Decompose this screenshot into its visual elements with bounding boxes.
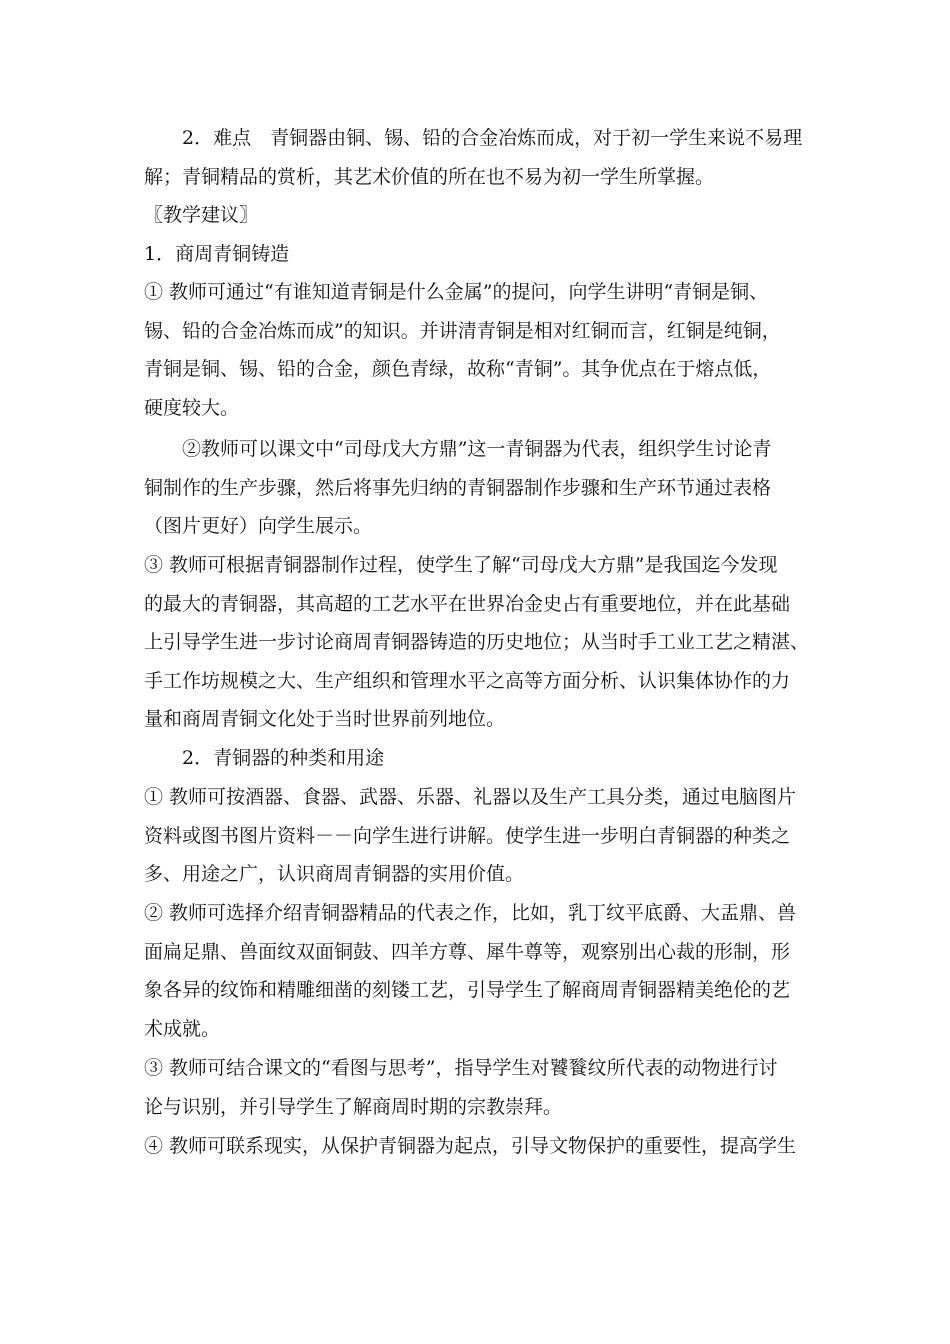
text-line: 手工作坊规模之大、生产组织和管理水平之高等方面分析、认识集体协作的力 (144, 669, 791, 692)
text-line: ③ 教师可结合课文的“看图与思考”，指导学生对饕餮纹所代表的动物进行讨 (144, 1057, 778, 1079)
paragraph-difficulty (144, 119, 862, 196)
paragraph-bronze-definition (144, 273, 824, 427)
text-line: 2．难点 青铜器由铜、锡、铅的合金冶炼而成，对于初一学生来说不易理 (182, 127, 803, 149)
heading-text: 1．商周青铜铸造 (144, 242, 290, 265)
text-line: 量和商周青铜文化处于当时世界前列地位。 (144, 708, 506, 730)
text-line: 资料或图书图片资料－－向学生进行讲解。使学生进一步明白青铜器的种类之 (144, 824, 791, 847)
text-line: 上引导学生进一步讨论商周青铜器铸造的历史地位；从当时手工业工艺之精湛、 (144, 631, 810, 653)
text-line: ② 教师可选择介绍青铜器精品的代表之作，比如，乳丁纹平底爵、大盂鼎、兽 (144, 902, 797, 924)
paragraph-classification (144, 778, 824, 894)
section-heading-teaching-suggestions (144, 196, 824, 235)
text-line: ① 教师可按酒器、食器、武器、乐器、礼器以及生产工具分类，通过电脑图片 (144, 786, 797, 808)
text-line: （图片更好）向学生展示。 (144, 515, 373, 537)
heading-text: 2．青铜器的种类和用途 (182, 747, 385, 769)
text-line: 青铜是铜、锡、铅的合金，颜色青绿，故称“青铜”。其争优点在于熔点低， (144, 358, 772, 380)
text-line: ②教师可以课文中“司母戊大方鼎”这一青铜器为代表，组织学生讨论青 (182, 438, 772, 460)
paragraph-historical-status (144, 546, 824, 739)
paragraph-masterpieces (144, 894, 824, 1048)
text-line: 锡、铅的合金冶炼而成”的知识。并讲清青铜是相对红铜而言，红铜是纯铜， (144, 319, 781, 342)
heading-text: 〖教学建议〗 (144, 204, 259, 226)
subheading-casting (144, 235, 824, 274)
text-line: ① 教师可通过“有谁知道青铜是什么金属”的提问，向学生讲明“青铜是铜、 (144, 281, 769, 303)
text-line: 术成就。 (144, 1017, 221, 1040)
subheading-types-and-uses (144, 739, 862, 778)
text-line: 硬度较大。 (144, 396, 240, 419)
text-line: 的最大的青铜器，其高超的工艺水平在世界冶金史占有重要地位，并在此基础 (144, 592, 791, 615)
paragraph-simuwu-production (144, 430, 862, 546)
text-line: 面扁足鼎、兽面纹双面铜鼓、四羊方尊、犀牛尊等，观察别出心裁的形制，形 (144, 940, 791, 963)
text-line: ④ 教师可联系现实，从保护青铜器为起点，引导文物保护的重要性，提高学生 (144, 1135, 797, 1157)
paragraph-taotie-pattern (144, 1049, 824, 1126)
paragraph-cultural-protection (144, 1127, 824, 1166)
text-line: ③ 教师可根据青铜器制作过程，使学生了解“司母戊大方鼎”是我国迄今发现 (144, 554, 778, 576)
text-line: 铜制作的生产步骤，然后将事先归纳的青铜器制作步骤和生产环节通过表格 (144, 476, 772, 499)
text-line: 解；青铜精品的赏析，其艺术价值的所在也不易为初一学生所掌握。 (144, 165, 715, 188)
text-line: 象各异的纹饰和精雕细凿的刻镂工艺，引导学生了解商周青铜器精美绝伦的艺 (144, 979, 791, 1001)
text-line: 论与识别，并引导学生了解商周时期的宗教崇拜。 (144, 1095, 563, 1118)
text-line: 多、用途之广，认识商周青铜器的实用价值。 (144, 863, 525, 885)
